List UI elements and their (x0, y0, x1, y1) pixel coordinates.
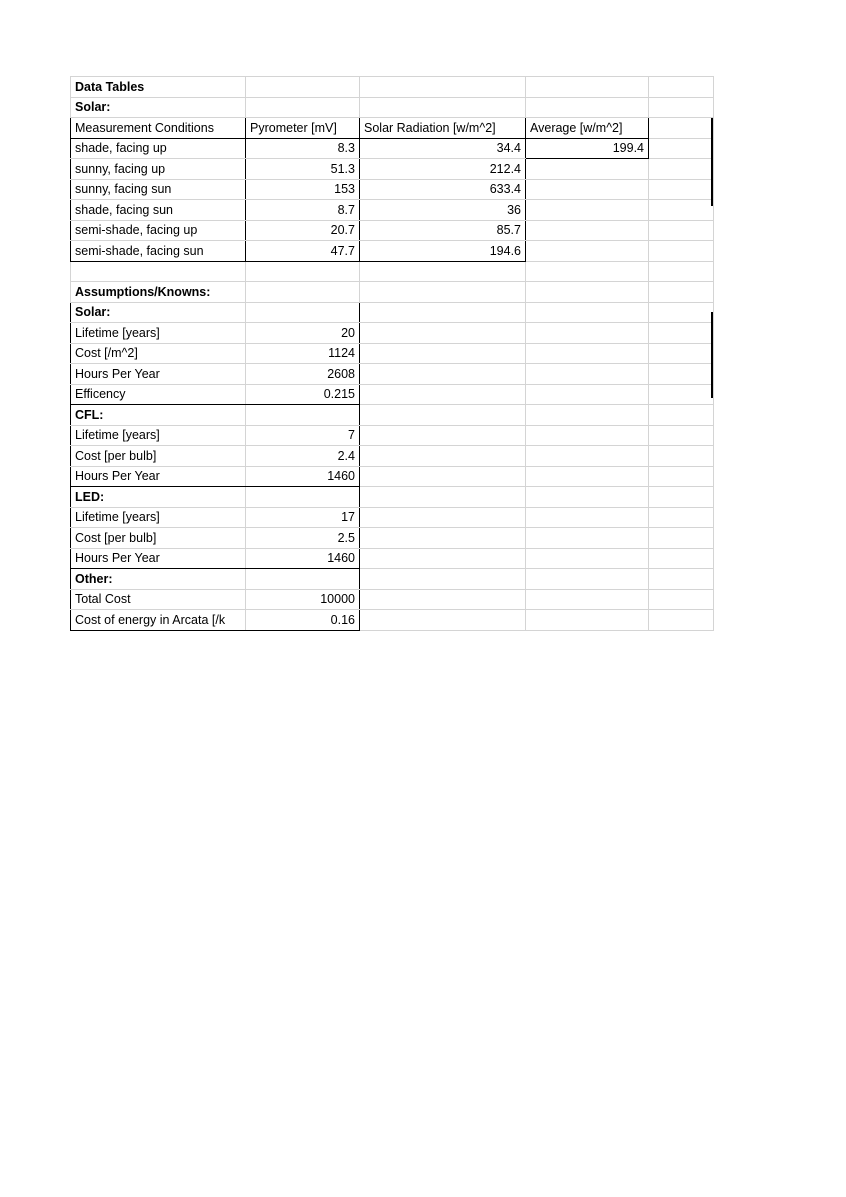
assumption-value: 7 (246, 425, 360, 446)
assumption-label: Hours Per Year (71, 364, 246, 385)
assumption-value: 0.16 (246, 610, 360, 631)
sheet-title: Data Tables (71, 77, 246, 98)
assumption-label: Lifetime [years] (71, 323, 246, 344)
pyrometer-cell: 47.7 (246, 241, 360, 262)
assumption-label: Lifetime [years] (71, 507, 246, 528)
condition-cell: shade, facing sun (71, 200, 246, 221)
assumption-value: 0.215 (246, 384, 360, 405)
assumption-value: 20 (246, 323, 360, 344)
assumption-label: Lifetime [years] (71, 425, 246, 446)
section-heading-row (71, 302, 714, 323)
assumption-label: Total Cost (71, 589, 246, 610)
assumption-row (71, 425, 714, 446)
cfl-section-heading: CFL: (71, 405, 246, 426)
assumption-row (71, 507, 714, 528)
header-solar-radiation: Solar Radiation [w/m^2] (360, 118, 526, 139)
border-line (711, 312, 713, 398)
radiation-cell: 85.7 (360, 220, 526, 241)
radiation-cell: 34.4 (360, 138, 526, 159)
section-heading-row (71, 405, 714, 426)
radiation-cell: 36 (360, 200, 526, 221)
measurement-row (71, 200, 714, 221)
condition-cell: semi-shade, facing up (71, 220, 246, 241)
pyrometer-cell: 8.3 (246, 138, 360, 159)
assumption-value: 1124 (246, 343, 360, 364)
assumption-row (71, 343, 714, 364)
assumption-row (71, 446, 714, 467)
header-measurement-conditions: Measurement Conditions (71, 118, 246, 139)
assumption-label: Cost [per bulb] (71, 528, 246, 549)
section-heading-row (71, 487, 714, 508)
sheet-row (71, 261, 714, 282)
measurement-row (71, 179, 714, 200)
assumption-row (71, 384, 714, 405)
header-average: Average [w/m^2] (526, 118, 649, 139)
condition-cell: shade, facing up (71, 138, 246, 159)
pyrometer-cell: 20.7 (246, 220, 360, 241)
assumption-value: 10000 (246, 589, 360, 610)
sheet-row (71, 97, 714, 118)
condition-cell: semi-shade, facing sun (71, 241, 246, 262)
measurement-row (71, 241, 714, 262)
assumption-label: Cost [/m^2] (71, 343, 246, 364)
data-tables-sheet (70, 76, 714, 631)
assumption-value: 2.4 (246, 446, 360, 467)
assumption-row (71, 323, 714, 344)
measurement-row (71, 220, 714, 241)
radiation-cell: 212.4 (360, 159, 526, 180)
sheet-row (71, 77, 714, 98)
assumption-row (71, 589, 714, 610)
assumption-row (71, 466, 714, 487)
measurement-row (71, 138, 714, 159)
assumption-value: 2608 (246, 364, 360, 385)
radiation-cell: 194.6 (360, 241, 526, 262)
sheet-row (71, 282, 714, 303)
border-line (711, 118, 713, 206)
solar-section-heading: Solar: (71, 302, 246, 323)
assumption-row (71, 528, 714, 549)
average-value: 199.4 (526, 138, 649, 159)
assumption-value: 17 (246, 507, 360, 528)
assumption-value: 2.5 (246, 528, 360, 549)
assumption-label: Cost of energy in Arcata [/k (71, 610, 246, 631)
solar-heading: Solar: (71, 97, 246, 118)
assumption-value: 1460 (246, 466, 360, 487)
pyrometer-cell: 51.3 (246, 159, 360, 180)
assumptions-heading: Assumptions/Knowns: (71, 282, 246, 303)
assumption-row (71, 548, 714, 569)
condition-cell: sunny, facing up (71, 159, 246, 180)
assumption-label: Cost [per bulb] (71, 446, 246, 467)
radiation-cell: 633.4 (360, 179, 526, 200)
pyrometer-cell: 8.7 (246, 200, 360, 221)
condition-cell: sunny, facing sun (71, 179, 246, 200)
assumption-label: Efficency (71, 384, 246, 405)
measurement-row (71, 159, 714, 180)
header-pyrometer: Pyrometer [mV] (246, 118, 360, 139)
other-section-heading: Other: (71, 569, 246, 590)
assumption-value: 1460 (246, 548, 360, 569)
led-section-heading: LED: (71, 487, 246, 508)
assumption-label: Hours Per Year (71, 466, 246, 487)
assumption-row (71, 610, 714, 631)
measurement-header-row (71, 118, 714, 139)
assumption-row (71, 364, 714, 385)
assumption-label: Hours Per Year (71, 548, 246, 569)
section-heading-row (71, 569, 714, 590)
pyrometer-cell: 153 (246, 179, 360, 200)
